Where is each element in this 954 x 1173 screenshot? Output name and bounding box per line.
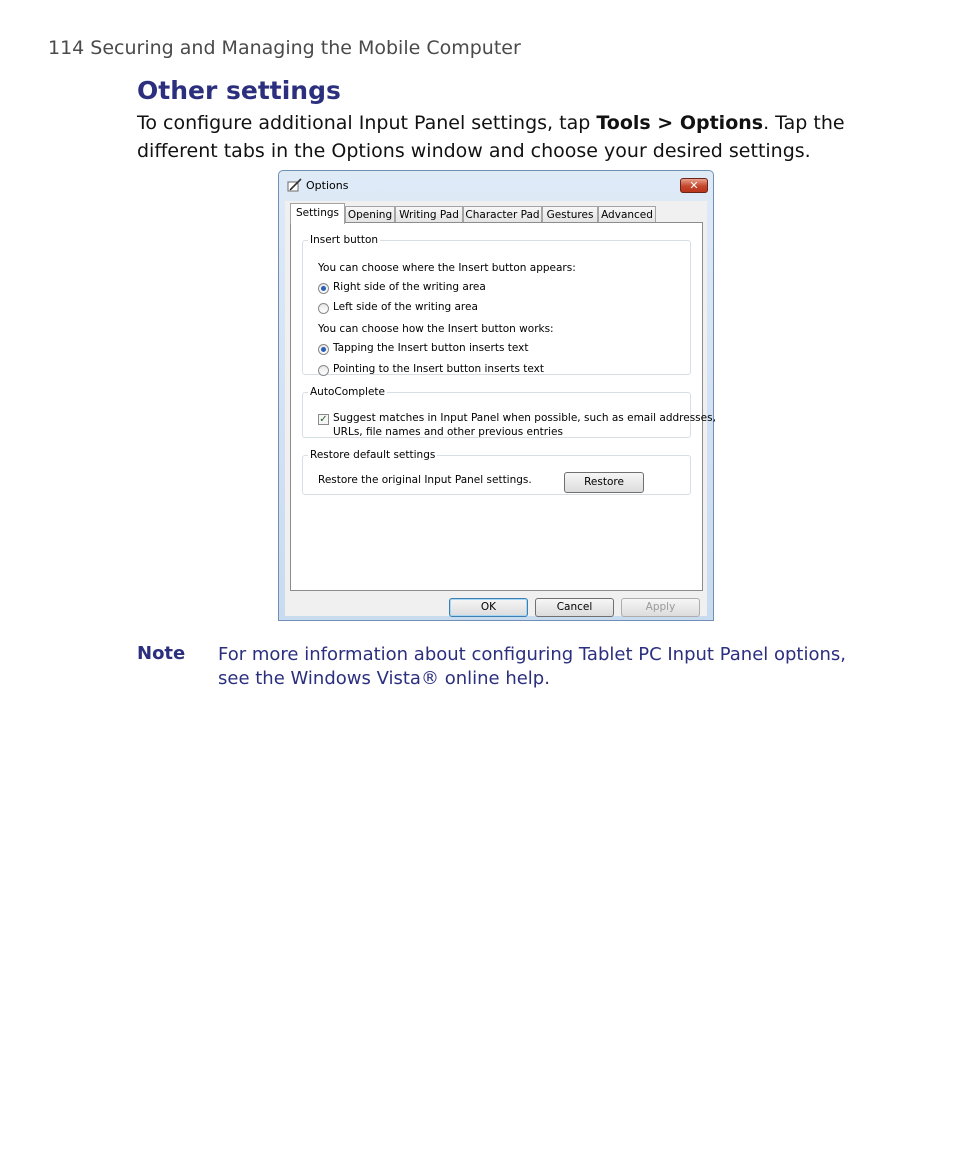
radio-left-side-label[interactable]: Left side of the writing area [333, 301, 478, 313]
intro-menu-path: Tools > Options [596, 112, 764, 134]
close-button[interactable] [680, 178, 708, 193]
autocomplete-group [302, 386, 716, 438]
radio-tapping-label[interactable]: Tapping the Insert button inserts text [333, 342, 529, 354]
radio-right-side-label[interactable]: Right side of the writing area [333, 281, 486, 293]
works-prompt: You can choose how the Insert button works: [318, 323, 554, 335]
close-icon: ✕ [689, 179, 699, 192]
checkmark-icon: ✓ [319, 414, 328, 425]
dialog-titlebar[interactable] [279, 171, 713, 201]
insert-button-group [302, 234, 691, 375]
restore-group [302, 449, 691, 495]
tab-writing-pad[interactable]: Writing Pad [395, 206, 463, 223]
apply-button[interactable]: Apply [621, 598, 700, 617]
dialog-title: Options [306, 179, 349, 192]
restore-description: Restore the original Input Panel settings. [318, 474, 532, 486]
settings-panel [290, 222, 716, 591]
section-title: Other settings [137, 76, 341, 105]
page-header: 114 Securing and Managing the Mobile Computer [48, 37, 521, 59]
autocomplete-legend: AutoComplete [310, 386, 385, 398]
autocomplete-label-line2[interactable]: URLs, file names and other previous entries [333, 426, 563, 438]
note-label: Note [137, 643, 186, 664]
tab-character-pad[interactable]: Character Pad [463, 206, 542, 223]
tab-gestures[interactable]: Gestures [542, 206, 598, 223]
insert-button-legend: Insert button [310, 234, 379, 246]
intro-text-end: . Tap the different tabs in the Options window and choose your desired settings. [137, 112, 845, 162]
options-dialog [278, 170, 714, 621]
radio-left-side[interactable] [318, 303, 329, 314]
cancel-button[interactable]: Cancel [535, 598, 614, 617]
note-text: For more information about configuring Tablet PC Input Panel options, see the Windows Vista® online help. [218, 644, 847, 689]
tab-advanced[interactable]: Advanced [598, 206, 656, 223]
dialog-body [285, 201, 716, 616]
autocomplete-label-line1[interactable]: Suggest matches in Input Panel when possible, such as email addresses, [333, 412, 716, 424]
appear-prompt: You can choose where the Insert button appears: [318, 262, 576, 274]
radio-tapping[interactable] [318, 344, 329, 355]
radio-right-side[interactable] [318, 283, 329, 294]
radio-pointing-label[interactable]: Pointing to the Insert button inserts text [333, 363, 544, 375]
tab-settings[interactable]: Settings [290, 203, 345, 224]
pen-notepad-icon [287, 178, 303, 192]
tab-opening[interactable]: Opening [345, 206, 395, 223]
restore-legend: Restore default settings [310, 449, 436, 461]
restore-button[interactable]: Restore [564, 472, 644, 493]
radio-pointing[interactable] [318, 365, 329, 376]
ok-button[interactable]: OK [449, 598, 528, 617]
intro-paragraph [137, 109, 857, 165]
autocomplete-checkbox[interactable] [318, 414, 329, 425]
intro-text-start: To configure additional Input Panel settings, tap [137, 112, 597, 134]
